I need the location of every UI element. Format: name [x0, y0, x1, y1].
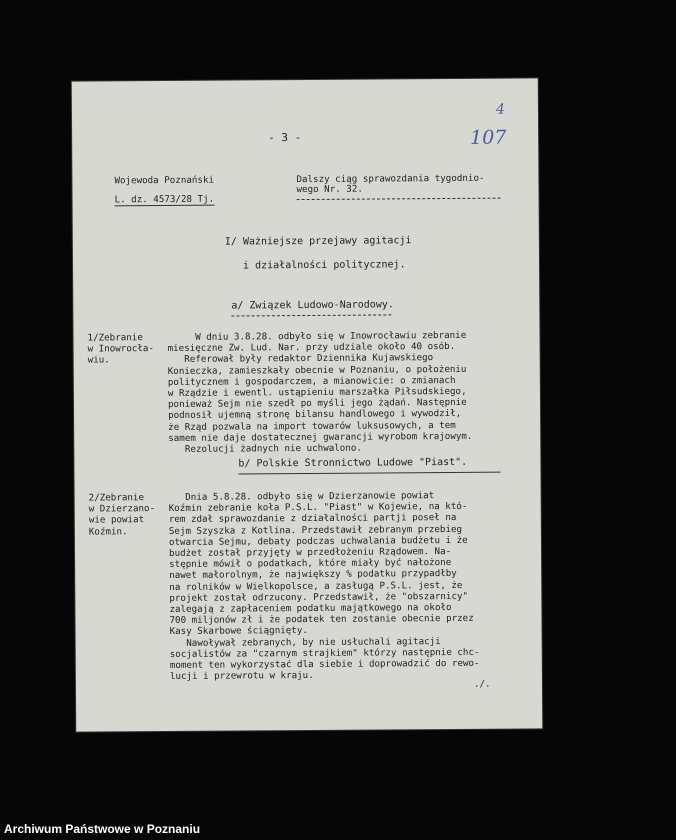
handwritten-corner-mark: 4: [495, 101, 505, 118]
paragraph-line: 700 miljonów zł i że podatek ten zostanie obecnie przez: [169, 613, 474, 627]
paragraph-line: miesięczne Zw. Lud. Nar. przy udziale około 40 osób.: [167, 341, 456, 355]
paragraph-line: stępnie mówił o podatkach, które miały być nałożone: [169, 557, 452, 571]
margin-note-line: 2/Zebranie: [88, 492, 145, 504]
report-header-rule: [297, 198, 501, 200]
archive-watermark: Archiwum Państwowe w Poznaniu: [4, 822, 201, 836]
paragraph-line: nawet małorolnym, że największy % podatku przypadłby: [169, 568, 457, 582]
paragraph-1: [167, 330, 472, 455]
subsection-a-title: a/ Związek Ludowo-Narodowy.: [231, 299, 394, 312]
paragraph-line: Nawoływał zebranych, by nie usłuchali agitacji: [169, 635, 441, 649]
section-title-line2: i działalności politycznej.: [242, 259, 406, 272]
subsection-b-rule: [238, 472, 500, 475]
margin-note-line: Koźmin.: [88, 525, 128, 538]
closing-mark: ./.: [473, 678, 491, 690]
section-title-line1: I/ Ważniejsze przejawy agitacji: [224, 235, 412, 248]
paragraph-2: [169, 490, 480, 683]
paragraph-line: Sejm Szyszka z Kotlina. Przedstawił zebranym przebieg: [168, 523, 463, 537]
subsection-b-title: b/ Polskie Stronnictwo Ludowe "Piast".: [238, 456, 468, 470]
paragraph-line: Koźmin zebranie koła P.S.L. "Piast" w Kojewie, na któ-: [168, 501, 468, 515]
paragraph-line: na rolników w Wielkopolsce, a zasługą P.S.L. jest, że: [169, 579, 463, 593]
paragraph-line: Konieczka, zamieszkały obecnie w Poznaniu, o położeniu: [167, 363, 467, 377]
page-number: - 3 -: [268, 131, 302, 145]
margin-note-2: [89, 492, 156, 537]
paragraph-line: Rezolucji żadnych nie uchwalono.: [168, 442, 362, 456]
authority-name: Wojewoda Poznański: [114, 174, 215, 187]
margin-note-line: 1/Zebranie: [87, 332, 143, 344]
margin-note-line: w Dzierzano-: [88, 503, 156, 515]
paragraph-line: W dniu 3.8.28. odbyło się w Inowrocławiu zebranie: [167, 329, 467, 343]
paragraph-line: samem nie daje dostatecznej gwarancji wyrobom krajowym.: [168, 430, 473, 444]
margin-note-line: w Inowrocła-: [87, 343, 155, 355]
paragraph-line: budżet został przyjęty w przedłożeniu Rządowem. Na-: [168, 546, 452, 559]
handwritten-page-number: 107: [470, 126, 507, 149]
paragraph-line: Dnia 5.8.28. odbyło się w Dzierzanowie powiat: [168, 490, 435, 503]
margin-note-line: wie powiat: [88, 514, 145, 526]
report-header-line1: Dalszy ciąg sprawozdania tygodnio-: [296, 172, 485, 186]
paragraph-line: Referował były redaktor Dziennika Kujawskiego: [167, 352, 434, 366]
report-header-line2: wego Nr. 32.: [296, 183, 363, 196]
paragraph-line: politycznem i gospodarczem, a mianowicie: o zmianach: [167, 374, 456, 388]
margin-note-line: wiu.: [87, 354, 110, 366]
paragraph-line: że Rząd pozwala na import towarów luksusowych, a tem: [168, 419, 456, 433]
paragraph-line: socjalistów za "czarnym strajkiem" którzy następnie chc-: [169, 646, 480, 660]
paragraph-line: lucji i przewrotu w kraju.: [169, 670, 314, 683]
paragraph-line: otwarcia Sejmu, debaty podczas uchwalania budżetu i że: [168, 534, 468, 548]
paragraph-line: rem zdał sprawozdanie z działalności partji poseł na: [168, 512, 457, 526]
paragraph-line: ponieważ Sejm nie szedł po myśli jego żądań. Następnie: [167, 397, 467, 411]
paragraph-line: podnosił ujemną stronę bilansu handlowego i wywodził,: [168, 408, 462, 422]
reference-number: L. dz. 4573/28 Tj.: [114, 193, 215, 206]
paragraph-line: moment ten wykorzystać dla siebie i doprowadzić do rewo-: [169, 657, 480, 672]
paragraph-line: zalegają z zapłaceniem podatku majątkowego na około: [169, 602, 452, 615]
margin-note-1: [87, 332, 154, 366]
paragraph-line: w Rządzie i ewentl. ustąpieniu marszałka Piłsudskiego,: [167, 385, 467, 399]
subsection-a-rule: [231, 314, 391, 316]
paragraph-line: projekt został odrzucony. Przedstawił, że "obszarnicy": [169, 590, 469, 604]
document-page: [72, 78, 543, 731]
paragraph-line: Kasy Skarbowe ściągnięty.: [169, 625, 308, 638]
